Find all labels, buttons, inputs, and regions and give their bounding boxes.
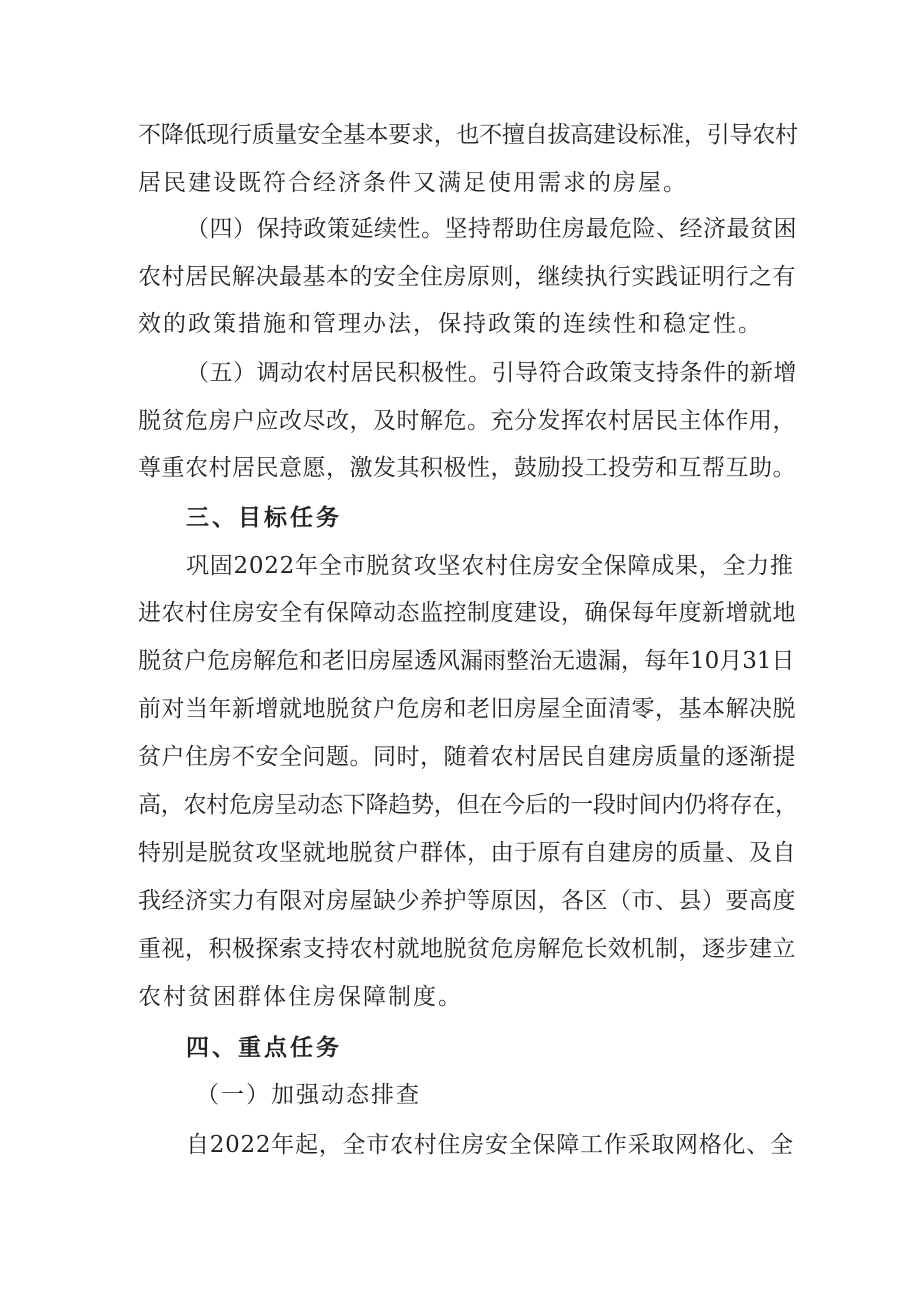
paragraph-line: （四）保持政策延续性。坚持帮助住房最危险、经济最贫困 bbox=[186, 216, 797, 242]
paragraph-line: 重视，积极探索支持农村就地脱贫危房解危长效机制，逐步建立 bbox=[138, 936, 796, 962]
paragraph-line: 贫户住房不安全问题。同时，随着农村居民自建房质量的逐渐提 bbox=[138, 744, 796, 770]
paragraph-line: 前对当年新增就地脱贫户危房和老旧房屋全面清零，基本解决脱 bbox=[138, 696, 796, 722]
paragraph-line: 居民建设既符合经济条件又满足使用需求的房屋。 bbox=[138, 170, 688, 196]
paragraph-line: 进农村住房安全有保障动态监控制度建设，确保每年度新增就地 bbox=[138, 600, 796, 626]
paragraph-line: 自2022年起，全市农村住房安全保障工作采取网格化、全 bbox=[186, 1132, 794, 1158]
paragraph-line: 巩固2022年全市脱贫攻坚农村住房安全保障成果，全力推 bbox=[186, 553, 794, 579]
paragraph-line: 不降低现行质量安全基本要求，也不擅自拔高建设标准，引导农村 bbox=[138, 122, 798, 148]
section-heading: 四、重点任务 bbox=[186, 1035, 342, 1061]
paragraph-line: 特别是脱贫攻坚就地脱贫户群体，由于原有自建房的质量、及自 bbox=[138, 840, 796, 866]
paragraph-line: 尊重农村居民意愿，激发其积极性，鼓励投工投劳和互帮互助。 bbox=[138, 455, 796, 481]
paragraph-line: 脱贫户危房解危和老旧房屋透风漏雨整治无遗漏，每年10月31日 bbox=[138, 648, 795, 674]
paragraph-line: 脱贫危房户应改尽改，及时解危。充分发挥农村居民主体作用， bbox=[138, 408, 796, 434]
section-heading: 三、目标任务 bbox=[186, 505, 342, 531]
subsection-heading: （一）加强动态排查 bbox=[196, 1082, 421, 1108]
paragraph-line: 农村居民解决最基本的安全住房原则，继续执行实践证明行之有 bbox=[138, 264, 796, 290]
paragraph-line: 我经济实力有限对房屋缺少养护等原因，各区（市、县）要高度 bbox=[138, 888, 796, 914]
paragraph-line: （五）调动农村居民积极性。引导符合政策支持条件的新增 bbox=[186, 360, 797, 386]
paragraph-line: 农村贫困群体住房保障制度。 bbox=[138, 984, 463, 1010]
paragraph-line: 高，农村危房呈动态下降趋势，但在今后的一段时间内仍将存在， bbox=[138, 792, 798, 818]
paragraph-line: 效的政策措施和管理办法，保持政策的连续性和稳定性。 bbox=[138, 311, 763, 337]
